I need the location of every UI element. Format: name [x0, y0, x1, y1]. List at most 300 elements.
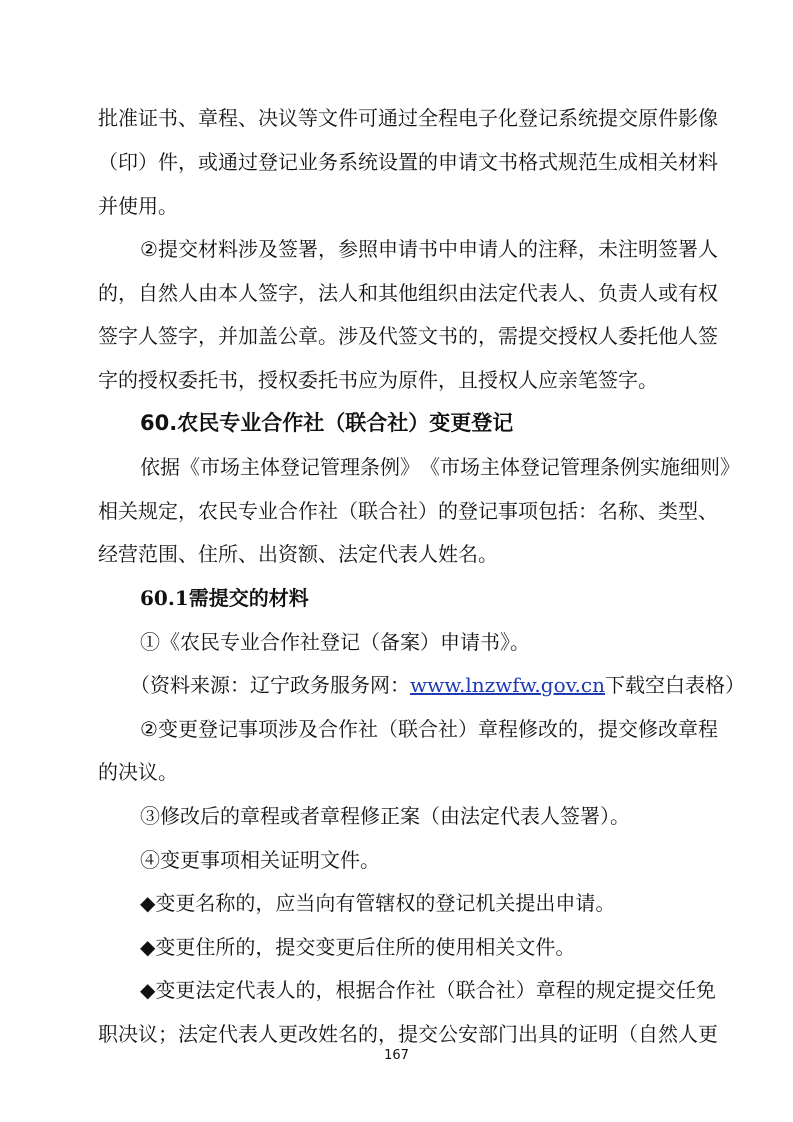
glyph: 的 [358, 1022, 378, 1046]
glyph: 人 [558, 281, 578, 305]
glyph: 、 [698, 499, 718, 523]
glyph: （ [377, 717, 398, 741]
website-link[interactable]: www.lnzwfw.gov.cn [410, 673, 605, 697]
glyph: 置 [398, 150, 418, 174]
glyph: 管 [320, 455, 340, 479]
glyph: 作 [337, 717, 358, 741]
glyph: 主 [480, 455, 500, 479]
paragraph-line [98, 1020, 716, 1048]
glyph: 然 [658, 1022, 678, 1046]
glyph: 登 [520, 455, 540, 479]
glyph: 统 [358, 150, 378, 174]
glyph: 注 [537, 237, 558, 261]
glyph: 负 [598, 281, 618, 305]
glyph: 变 [155, 978, 176, 1002]
glyph: 安 [458, 1022, 478, 1046]
glyph: 生 [598, 150, 618, 174]
glyph: 登 [258, 150, 278, 174]
glyph: 通 [378, 106, 398, 130]
glyph: ， [178, 150, 198, 174]
glyph: 及 [358, 324, 378, 348]
glyph: 议 [138, 1022, 158, 1046]
glyph: 例 [380, 455, 400, 479]
glyph: 修 [637, 717, 658, 741]
glyph: 登 [458, 499, 478, 523]
glyph: 理 [580, 455, 600, 479]
glyph: 例 [620, 455, 640, 479]
list-item [140, 715, 716, 743]
glyph: ② [140, 237, 158, 261]
glyph: 原 [638, 106, 658, 130]
glyph: 联 [455, 978, 476, 1002]
glyph: 场 [460, 455, 480, 479]
glyph: 条 [600, 455, 620, 479]
glyph: ， [198, 324, 218, 348]
glyph: 程 [497, 717, 518, 741]
glyph: 相 [638, 150, 658, 174]
glyph: 需 [498, 324, 518, 348]
glyph: ； [158, 1022, 178, 1046]
source-note-suffix: 下载空白表格） [605, 673, 745, 697]
glyph: 出 [518, 1022, 538, 1046]
glyph: 未 [597, 237, 618, 261]
glyph: 主 [240, 455, 260, 479]
source-note-prefix: （资料来源：辽宁政务服务网： [130, 673, 410, 697]
paragraph-line: 经营范围、住所、出资额、法定代表人姓名。 [98, 542, 498, 566]
glyph: 定 [198, 1022, 218, 1046]
paragraph-line: 的决议。 [98, 760, 178, 784]
glyph: 人 [138, 324, 158, 348]
glyph: 法 [318, 281, 338, 305]
glyph: 化 [498, 106, 518, 130]
glyph: ） [138, 150, 158, 174]
glyph: 部 [478, 1022, 498, 1046]
glyph: 的 [98, 281, 118, 305]
glyph: 名 [598, 499, 618, 523]
glyph: 公 [278, 324, 298, 348]
glyph: 提 [518, 324, 538, 348]
glyph: 根 [335, 978, 356, 1002]
glyph: 统 [578, 106, 598, 130]
glyph: 依 [140, 455, 160, 479]
glyph: 表 [255, 978, 276, 1002]
glyph: 称 [618, 499, 638, 523]
glyph: 职 [98, 1022, 118, 1046]
glyph: 、 [238, 106, 258, 130]
glyph: 市 [440, 455, 460, 479]
glyph: 交 [655, 978, 676, 1002]
glyph: 社 [495, 978, 516, 1002]
glyph: ， [378, 1022, 398, 1046]
glyph: ， [577, 717, 598, 741]
glyph: ， [478, 324, 498, 348]
glyph: 合 [378, 499, 398, 523]
glyph: 交 [618, 106, 638, 130]
glyph: 签 [277, 237, 298, 261]
glyph: 的 [295, 978, 316, 1002]
glyph: 项 [257, 717, 278, 741]
glyph: 业 [258, 499, 278, 523]
glyph: 注 [617, 237, 638, 261]
glyph: 类 [658, 499, 678, 523]
glyph: 登 [518, 106, 538, 130]
glyph: 施 [660, 455, 680, 479]
glyph: 事 [237, 717, 258, 741]
glyph: 通 [218, 150, 238, 174]
glyph: 请 [397, 237, 418, 261]
glyph: 影 [678, 106, 698, 130]
glyph: 件 [658, 106, 678, 130]
glyph: 提 [635, 978, 656, 1002]
glyph: ） [515, 978, 536, 1002]
glyph: 法 [195, 978, 216, 1002]
glyph: 括 [558, 499, 578, 523]
glyph: 的 [575, 978, 596, 1002]
glyph: 加 [238, 324, 258, 348]
glyph: 请 [477, 237, 498, 261]
glyph: ， [315, 978, 336, 1002]
glyph: 社 [357, 717, 378, 741]
glyph: 提 [598, 106, 618, 130]
glyph: 像 [698, 106, 718, 130]
glyph: 社 [415, 978, 436, 1002]
glyph: 子 [478, 106, 498, 130]
glyph: 则 [700, 455, 720, 479]
glyph: 代 [235, 978, 256, 1002]
bullet-item: ◆变更名称的，应当向有管辖权的登记机关提出申请。 [140, 891, 616, 915]
glyph: 的 [418, 150, 438, 174]
glyph: 免 [695, 978, 716, 1002]
glyph: 表 [538, 281, 558, 305]
glyph: 申 [438, 150, 458, 174]
paragraph-line [140, 235, 716, 263]
glyph: 明 [637, 237, 658, 261]
glyph: 条 [360, 455, 380, 479]
glyph: 务 [318, 150, 338, 174]
glyph: （ [338, 499, 358, 523]
paragraph-line [98, 148, 716, 176]
glyph: 记 [217, 717, 238, 741]
glyph: 字 [178, 324, 198, 348]
glyph: 定 [215, 978, 236, 1002]
glyph: 改 [657, 717, 678, 741]
glyph: 提 [398, 1022, 418, 1046]
glyph: 具 [538, 1022, 558, 1046]
glyph: 社 [398, 499, 418, 523]
glyph: 程 [218, 106, 238, 130]
glyph: ， [118, 281, 138, 305]
glyph: 书 [417, 237, 438, 261]
glyph: 据 [160, 455, 180, 479]
glyph: 包 [538, 499, 558, 523]
glyph: 》 [720, 455, 740, 479]
glyph: 记 [478, 499, 498, 523]
glyph: ， [298, 281, 318, 305]
glyph: 及 [297, 717, 318, 741]
glyph: 合 [375, 978, 396, 1002]
glyph: 印 [118, 150, 138, 174]
glyph: 过 [398, 106, 418, 130]
glyph: 表 [238, 1022, 258, 1046]
glyph: 提 [597, 717, 618, 741]
paragraph-line [98, 497, 716, 525]
bullet-item [140, 976, 716, 1004]
glyph: （ [98, 150, 118, 174]
glyph: 专 [238, 499, 258, 523]
glyph: 等 [298, 106, 318, 130]
glyph: 联 [397, 717, 418, 741]
glyph: 项 [518, 499, 538, 523]
glyph: 由 [458, 281, 478, 305]
glyph: （ [618, 1022, 638, 1046]
glyph: 规 [138, 499, 158, 523]
glyph: 决 [258, 106, 278, 130]
glyph: 记 [278, 150, 298, 174]
glyph: 涉 [338, 324, 358, 348]
glyph: 更 [177, 717, 198, 741]
glyph: 改 [298, 1022, 318, 1046]
glyph: 更 [698, 1022, 718, 1046]
glyph: 修 [517, 717, 538, 741]
glyph: 人 [697, 237, 718, 261]
glyph: 合 [475, 978, 496, 1002]
glyph: 的 [517, 237, 538, 261]
glyph: 自 [638, 1022, 658, 1046]
glyph: 改 [537, 717, 558, 741]
glyph: 系 [558, 106, 578, 130]
glyph: 涉 [237, 237, 258, 261]
glyph: 料 [698, 150, 718, 174]
glyph: 证 [138, 106, 158, 130]
glyph: 章 [298, 324, 318, 348]
subsection-heading: 60.1需提交的材料 [140, 586, 309, 610]
glyph: 交 [418, 1022, 438, 1046]
glyph: 料 [217, 237, 238, 261]
glyph: 签 [98, 324, 118, 348]
glyph: 代 [518, 281, 538, 305]
glyph: 或 [198, 150, 218, 174]
source-note [130, 671, 793, 699]
glyph: 联 [358, 499, 378, 523]
glyph: 文 [418, 324, 438, 348]
glyph: 合 [417, 717, 438, 741]
glyph: 更 [278, 1022, 298, 1046]
glyph: 权 [578, 324, 598, 348]
glyph: 人 [178, 281, 198, 305]
glyph: 合 [317, 717, 338, 741]
glyph: 事 [498, 499, 518, 523]
glyph: 材 [197, 237, 218, 261]
glyph: 提 [157, 237, 178, 261]
glyph: 公 [438, 1022, 458, 1046]
glyph: 签 [158, 324, 178, 348]
glyph: 场 [220, 455, 240, 479]
glyph: 人 [338, 281, 358, 305]
glyph: ， [577, 237, 598, 261]
glyph: 由 [198, 281, 218, 305]
glyph: 章 [477, 717, 498, 741]
glyph: 成 [618, 150, 638, 174]
glyph: 可 [358, 106, 378, 130]
glyph: 书 [498, 150, 518, 174]
glyph: 规 [595, 978, 616, 1002]
glyph: 人 [678, 1022, 698, 1046]
glyph: 章 [677, 717, 698, 741]
glyph: 名 [338, 1022, 358, 1046]
glyph: 签 [258, 281, 278, 305]
glyph: 签 [398, 324, 418, 348]
glyph: 设 [378, 150, 398, 174]
list-item: ④变更事项相关证明文件。 [140, 848, 380, 872]
glyph: 细 [680, 455, 700, 479]
glyph: 署 [297, 237, 318, 261]
glyph: 授 [558, 324, 578, 348]
glyph: 管 [560, 455, 580, 479]
glyph: 程 [697, 717, 718, 741]
glyph: 证 [578, 1022, 598, 1046]
glyph: 或 [658, 281, 678, 305]
glyph: 系 [338, 150, 358, 174]
paragraph-line [98, 104, 716, 132]
glyph: 签 [657, 237, 678, 261]
glyph: 关 [118, 499, 138, 523]
glyph: 字 [118, 324, 138, 348]
glyph: 电 [458, 106, 478, 130]
glyph: 织 [438, 281, 458, 305]
glyph: 书 [438, 324, 458, 348]
glyph: 型 [678, 499, 698, 523]
glyph: 记 [538, 106, 558, 130]
glyph: 关 [658, 150, 678, 174]
glyph: 其 [378, 281, 398, 305]
glyph: ， [317, 237, 338, 261]
list-item: ③修改后的章程或者章程修正案（由法定代表人签署）。 [140, 804, 630, 828]
glyph: 记 [540, 455, 560, 479]
glyph: 过 [238, 150, 258, 174]
glyph: 程 [438, 106, 458, 130]
glyph: 全 [418, 106, 438, 130]
glyph: 请 [458, 150, 478, 174]
glyph: 业 [298, 150, 318, 174]
glyph: 委 [618, 324, 638, 348]
glyph: 《 [420, 455, 440, 479]
glyph: ◆ [140, 978, 156, 1002]
glyph: ） [418, 499, 438, 523]
glyph: 理 [340, 455, 360, 479]
glyph: 法 [478, 281, 498, 305]
glyph: 》 [400, 455, 420, 479]
glyph: 议 [278, 106, 298, 130]
glyph: 定 [158, 499, 178, 523]
glyph: 他 [398, 281, 418, 305]
glyph: 涉 [277, 717, 298, 741]
glyph: 代 [218, 1022, 238, 1046]
glyph: 代 [378, 324, 398, 348]
section-heading: 60.农民专业合作社（联合社）变更登记 [140, 411, 514, 435]
glyph: 定 [498, 281, 518, 305]
paragraph-line [98, 322, 716, 350]
glyph: 、 [638, 499, 658, 523]
glyph: 批 [98, 106, 118, 130]
glyph: 范 [578, 150, 598, 174]
glyph: 人 [497, 237, 518, 261]
glyph: 、 [178, 106, 198, 130]
glyph: 作 [298, 499, 318, 523]
glyph: 章 [535, 978, 556, 1002]
glyph: 实 [640, 455, 660, 479]
glyph: 书 [158, 106, 178, 130]
glyph: 权 [698, 281, 718, 305]
glyph: 本 [218, 281, 238, 305]
glyph: 的 [438, 499, 458, 523]
page-number: 167 [384, 1048, 409, 1063]
glyph: 中 [437, 237, 458, 261]
glyph: 署 [677, 237, 698, 261]
glyph: 文 [318, 106, 338, 130]
glyph: 有 [678, 281, 698, 305]
glyph: 相 [98, 499, 118, 523]
glyph: 申 [457, 237, 478, 261]
glyph: 、 [578, 281, 598, 305]
glyph: 变 [157, 717, 178, 741]
glyph: 件 [338, 106, 358, 130]
glyph: 的 [458, 324, 478, 348]
glyph: 字 [278, 281, 298, 305]
glyph: 更 [175, 978, 196, 1002]
glyph: 法 [178, 1022, 198, 1046]
glyph: 格 [518, 150, 538, 174]
glyph: ， [178, 499, 198, 523]
paragraph-line [98, 279, 716, 307]
glyph: 记 [300, 455, 320, 479]
glyph: 交 [538, 324, 558, 348]
glyph: 规 [558, 150, 578, 174]
glyph: 章 [198, 106, 218, 130]
glyph: 人 [598, 324, 618, 348]
glyph: ： [578, 499, 598, 523]
glyph: 人 [275, 978, 296, 1002]
glyph: 件 [158, 150, 178, 174]
glyph: 文 [478, 150, 498, 174]
glyph: 他 [658, 324, 678, 348]
paragraph-line [140, 453, 740, 481]
glyph: 和 [358, 281, 378, 305]
glyph: 门 [498, 1022, 518, 1046]
glyph: 人 [638, 281, 658, 305]
paragraph-line: 字的授权委托书，授权委托书应为原件，且授权人应亲笔签字。 [98, 368, 658, 392]
glyph: 材 [678, 150, 698, 174]
glyph: 自 [138, 281, 158, 305]
glyph: 准 [118, 106, 138, 130]
glyph: 登 [197, 717, 218, 741]
glyph: 参 [337, 237, 358, 261]
glyph: 及 [257, 237, 278, 261]
glyph: 。 [318, 324, 338, 348]
glyph: 交 [177, 237, 198, 261]
glyph: 定 [615, 978, 636, 1002]
glyph: 人 [678, 324, 698, 348]
glyph: 民 [218, 499, 238, 523]
glyph: 责 [618, 281, 638, 305]
glyph: 的 [558, 1022, 578, 1046]
glyph: （ [435, 978, 456, 1002]
glyph: 签 [698, 324, 718, 348]
glyph: 人 [238, 281, 258, 305]
glyph: 《 [180, 455, 200, 479]
glyph: 式 [538, 150, 558, 174]
glyph: 人 [258, 1022, 278, 1046]
paragraph-line: 并使用。 [98, 194, 178, 218]
